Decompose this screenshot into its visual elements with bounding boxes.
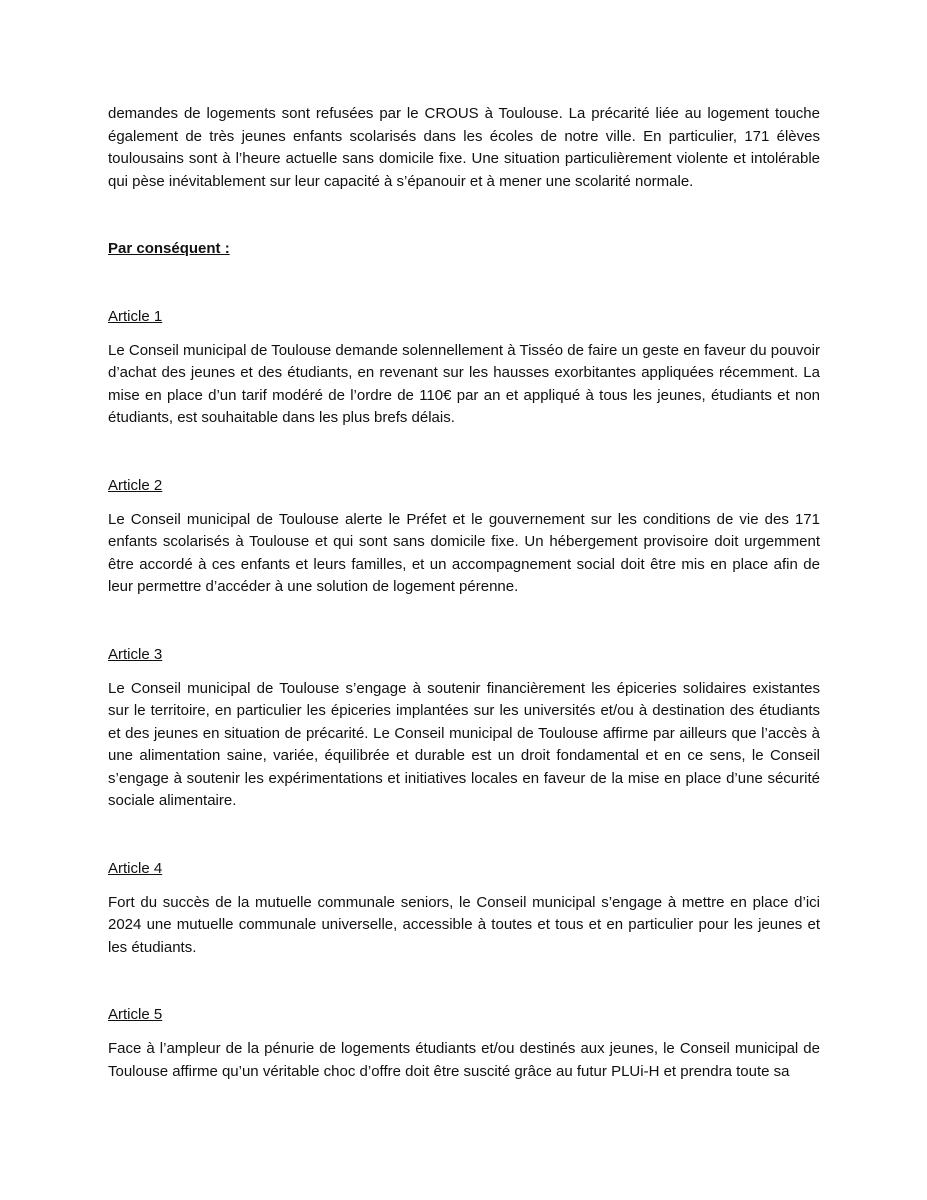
article-5: [108, 1004, 820, 1083]
document-body: [108, 103, 820, 1083]
article-text: Le Conseil municipal de Toulouse demande solennellement à Tisséo de faire un geste en faveur du pouvoir d’achat des jeunes et des étudiants, en revenant sur les hausses exorbitantes appliquées récemment. La mise en place d’un tarif modéré de l’ordre de 110€ par an et appliqué à tous les jeunes, étudiants et non étudiants, est souhaitable dans les plus brefs délais.: [108, 341, 820, 427]
article-2: [108, 475, 820, 599]
spacer: [108, 430, 820, 475]
article-3: [108, 644, 820, 813]
article-text: Le Conseil municipal de Toulouse s’engage à soutenir financièrement les épiceries solidaires existantes sur le territoire, en particulier les épiceries implantées sur les universités et/ou à destination des étudiants et des jeunes en situation de précarité. Le Conseil municipal de Toulouse affirme par ailleurs que l’accès à une alimentation saine, variée, équilibrée et durable est un droit fondamental et en ce sens, le Conseil s’engage à soutenir les expérimentations et initiatives locales en faveur de la mise en place d’une sécurité sociale alimentaire.: [108, 679, 820, 810]
article-text: Fort du succès de la mutuelle communale seniors, le Conseil municipal s’engage à mettre en place d’ici 2024 une mutuelle communale universelle, accessible à toutes et tous et en particulier pour les jeunes et les étudiants.: [108, 893, 820, 956]
article-title: Article 3: [108, 645, 163, 663]
spacer: [108, 193, 820, 238]
article-title: Article 2: [108, 476, 163, 494]
spacer: [108, 261, 820, 306]
article-title: Article 5: [108, 1006, 163, 1024]
spacer: [108, 599, 820, 644]
article-title: Article 1: [108, 307, 163, 325]
spacer: [108, 813, 820, 858]
article-1: [108, 306, 820, 430]
intro-paragraph: demandes de logements sont refusées par le CROUS à Toulouse. La précarité liée au logement touche également de très jeunes enfants scolarisés dans les écoles de notre ville. En particulier, 171 élèves toulousains sont à l’heure actuelle sans domicile fixe. Une situation particulièrement violente et intolérable qui pèse inévitablement sur leur capacité à s’épanouir et à mener une scolarité normale.: [108, 105, 820, 190]
article-text: Le Conseil municipal de Toulouse alerte le Préfet et le gouvernement sur les conditions de vie des 171 enfants scolarisés à Toulouse et qui sont sans domicile fixe. Un hébergement provisoire doit urgemment être accordé à ces enfants et leurs familles, et un accompagnement social doit être mis en place afin de leur permettre d’accéder à une solution de logement pérenne.: [108, 510, 820, 596]
article-4: [108, 858, 820, 959]
article-title: Article 4: [108, 860, 163, 878]
consequence-heading: Par conséquent :: [108, 240, 230, 258]
spacer: [108, 959, 820, 1004]
article-text: Face à l’ampleur de la pénurie de logements étudiants et/ou destinés aux jeunes, le Conseil municipal de Toulouse affirme qu’un véritable choc d’offre doit être suscité grâce au futur PLUi-H et prendra toute sa: [108, 1040, 820, 1080]
